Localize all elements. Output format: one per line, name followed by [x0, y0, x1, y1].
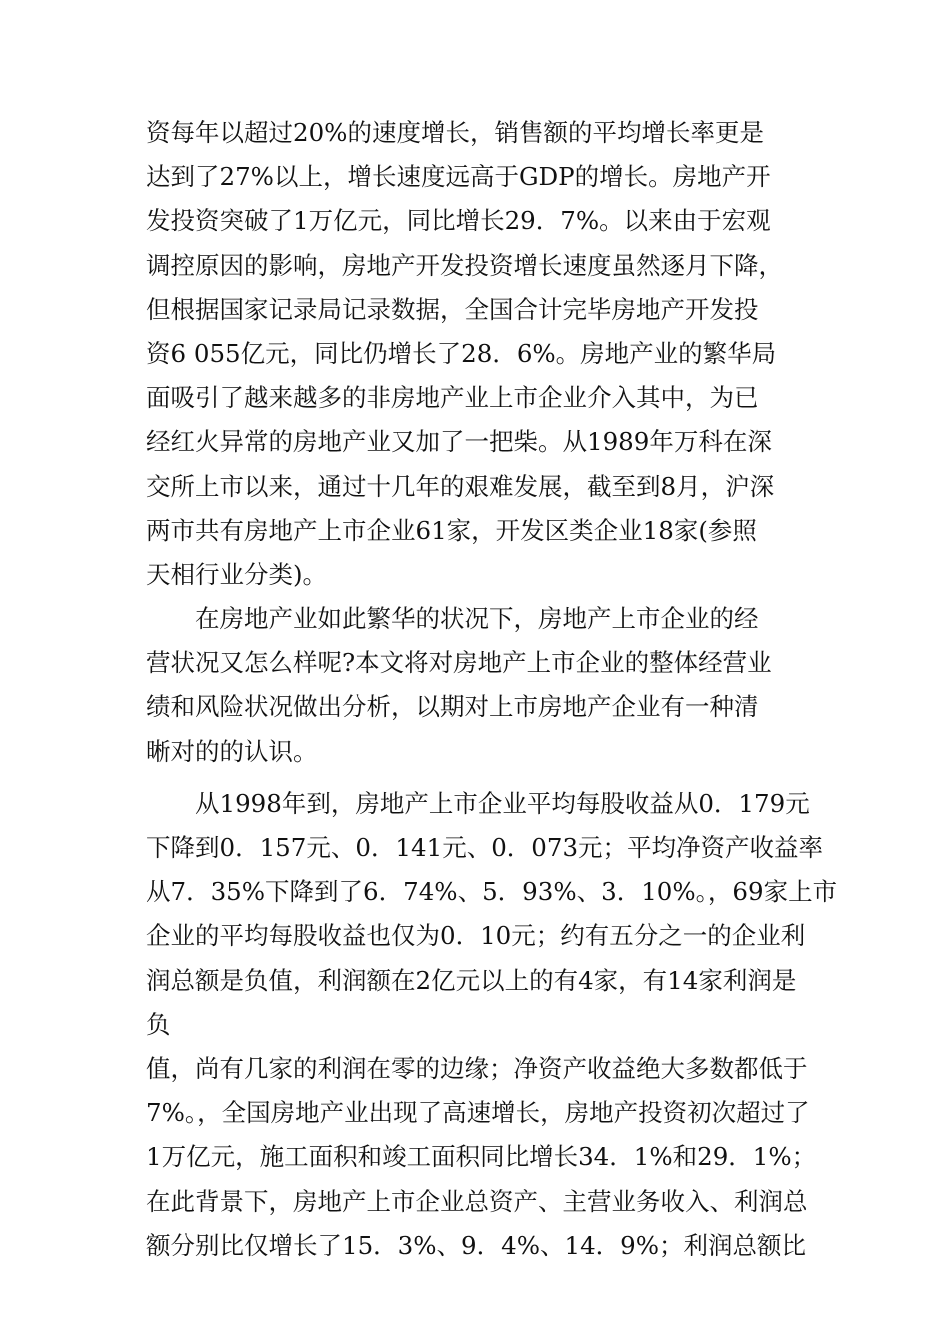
- paragraph-spacer: [146, 774, 816, 782]
- text-line: 达到了27%以上，增长速度远高于GDP的增长。房地产开: [146, 162, 771, 192]
- text-line: 两市共有房地产上市企业61家，开发区类企业18家(参照: [146, 515, 757, 545]
- text-line: 调控原因的影响，房地产开发投资增长速度虽然逐月下降，: [146, 250, 783, 280]
- text-line: 晰对的的认识。: [146, 736, 318, 766]
- text-line: 营状况又怎么样呢?本文将对房地产上市企业的整体经营业: [146, 648, 772, 678]
- text-line: 7%。，全国房地产业出现了高速增长，房地产投资初次超过了: [146, 1098, 810, 1128]
- text-line: 从1998年到，房地产上市企业平均每股收益从0．179元: [146, 788, 810, 818]
- text-line: 值，尚有几家的利润在零的边缘；净资产收益绝大多数都低于: [146, 1053, 808, 1083]
- text-line: 面吸引了越来越多的非房地产业上市企业介入其中，为已: [146, 383, 759, 413]
- text-line: 1万亿元，施工面积和竣工面积同比增长34．1%和29．1%；: [146, 1142, 817, 1172]
- text-line: 天相行业分类)。: [146, 559, 328, 589]
- text-line: 从7．35%下降到了6．74%、5．93%、3．10%。，69家上市: [146, 877, 838, 907]
- text-line: 发投资突破了1万亿元，同比增长29．7%。以来由于宏观: [146, 206, 771, 236]
- text-line: 在房地产业如此繁华的状况下，房地产上市企业的经: [146, 604, 759, 634]
- text-line: 负: [146, 1009, 171, 1039]
- text-line: 润总额是负值，利润额在2亿元以上的有4家，有14家利润是: [146, 965, 797, 995]
- text-line: 资6 055亿元，同比仍增长了28．6%。房地产业的繁华局: [146, 338, 777, 368]
- document-body: [146, 111, 838, 1268]
- text-line: 资每年以超过20%的速度增长，销售额的平均增长率更是: [146, 118, 764, 147]
- text-line: 经红火异常的房地产业又加了一把柴。从1989年万科在深: [146, 427, 772, 457]
- text-line: 额分别比仅增长了15．3%、9．4%、14．9%；利润总额比: [146, 1230, 807, 1260]
- text-line: 但根据国家记录局记录数据，全国合计完毕房地产开发投: [146, 294, 759, 324]
- text-line: 下降到0．157元、0．141元、0．073元；平均净资产收益率: [146, 833, 824, 862]
- text-line: 在此背景下，房地产上市企业总资产、主营业务收入、利润总: [146, 1186, 808, 1216]
- text-line: 交所上市以来，通过十几年的艰难发展，截至到8月，沪深: [146, 471, 775, 501]
- text-line: 绩和风险状况做出分析，以期对上市房地产企业有一种清: [146, 692, 759, 722]
- text-line: 企业的平均每股收益也仅为0．10元；约有五分之一的企业利: [146, 921, 806, 951]
